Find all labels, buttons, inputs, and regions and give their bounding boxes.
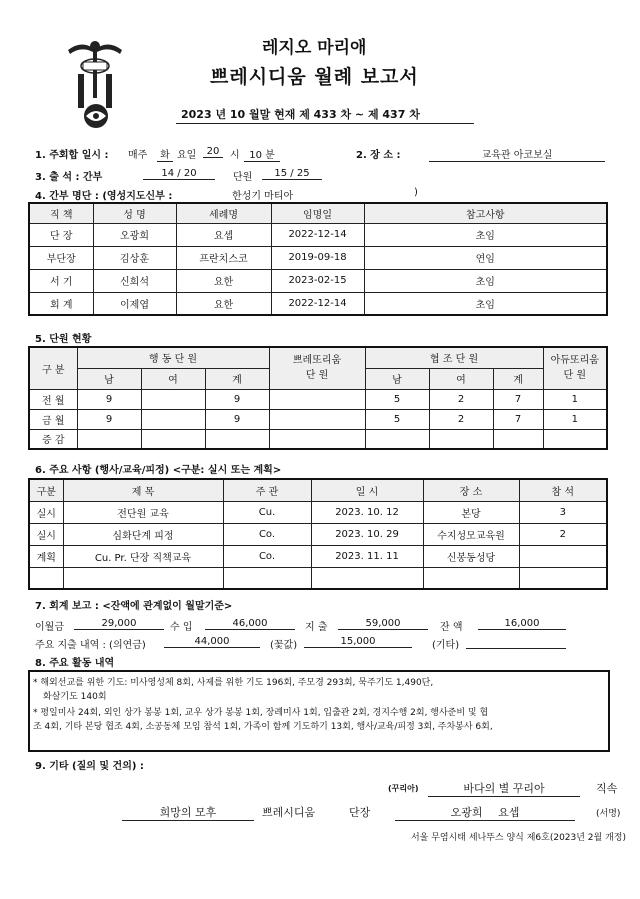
row-label: 증 감 [29, 429, 77, 449]
officer-role: 서 기 [29, 269, 93, 292]
cell: 1 [543, 389, 607, 409]
officer-name: 김상훈 [93, 246, 176, 269]
officer-appointed: 2022-12-14 [271, 292, 364, 315]
donation-amount: 44,000 [164, 636, 260, 648]
adj-label2: 단 원 [563, 370, 587, 382]
event-title: Cu. Pr. 단장 직책교육 [63, 545, 223, 567]
etc-label: (기타) [432, 640, 460, 651]
adj-label: 아듀또리움 [550, 355, 599, 367]
event-attendance: 3 [519, 501, 607, 523]
event-host: Co. [223, 523, 311, 545]
officer-note: 초임 [364, 269, 607, 292]
income-amount: 46,000 [205, 618, 295, 630]
cell [543, 429, 607, 449]
col-header: 남 [77, 368, 141, 389]
curia-belongs: 직속 [596, 782, 618, 795]
attendance-officers: 14 / 20 [143, 168, 215, 180]
officer-name: 신희석 [93, 269, 176, 292]
cell: 7 [493, 409, 543, 429]
cell [141, 389, 205, 409]
col-header: 계 [493, 368, 543, 389]
table-row [29, 545, 607, 567]
col-header: 임명일 [271, 203, 364, 223]
meeting-hour: 20 [203, 146, 223, 158]
activities-label: 8. 주요 활동 내역 [35, 658, 115, 669]
event-type: 실시 [29, 501, 63, 523]
col-header: 세례명 [176, 203, 271, 223]
col-header: 직 책 [29, 203, 93, 223]
event-type: 계획 [29, 545, 63, 567]
pre-label2: 단 원 [305, 370, 329, 382]
event-attendance [519, 567, 607, 589]
report-title: 쁘레시디움 월례 보고서 [210, 66, 419, 88]
officer-role: 단 장 [29, 223, 93, 246]
accounting-label: 7. 회계 보고 : <잔액에 관계없이 월말기준> [35, 601, 233, 612]
members-table [28, 346, 608, 450]
col-header: 여 [141, 368, 205, 389]
members-status-label: 5. 단원 현황 [35, 334, 92, 345]
col-header: 계 [205, 368, 269, 389]
officers-table [28, 202, 608, 316]
curia-name: 바다의 별 꾸리아 [428, 780, 580, 797]
col-header [269, 347, 365, 389]
activity-line: * 평일미사 24회, 외인 상가 봉봉 1회, 교우 상가 봉봉 1회, 장례미사 1회, 입출관 2회, 경지수행 2회, 행사준비 및 협 [33, 708, 489, 718]
col-header: 협 조 단 원 [365, 347, 543, 368]
events-table [28, 478, 608, 590]
table-row [29, 429, 607, 449]
cell [269, 389, 365, 409]
presidium-name: 희망의 모후 [122, 804, 254, 821]
flower-amount: 15,000 [304, 636, 412, 648]
officer-baptism: 요한 [176, 269, 271, 292]
row-label: 전 월 [29, 389, 77, 409]
cell [141, 409, 205, 429]
meeting-hour-unit: 시 [230, 150, 240, 161]
event-date: 2023. 10. 12 [311, 501, 423, 523]
col-header: 제 목 [63, 479, 223, 501]
expense-label: 지 출 [305, 622, 328, 633]
signature-label: (서명) [596, 809, 621, 819]
row-label: 금 월 [29, 409, 77, 429]
table-row [29, 567, 607, 589]
officer-note: 초임 [364, 223, 607, 246]
col-header: 여 [429, 368, 493, 389]
event-type: 실시 [29, 523, 63, 545]
cell [77, 429, 141, 449]
col-header [543, 347, 607, 389]
cell: 9 [77, 389, 141, 409]
cell [269, 409, 365, 429]
col-header: 남 [365, 368, 429, 389]
leader-name-field [395, 804, 575, 821]
attendance-members-label: 단원 [233, 172, 253, 183]
cell: 2 [429, 409, 493, 429]
officer-name: 이제엽 [93, 292, 176, 315]
meeting-day: 화 [157, 146, 173, 162]
table-row [29, 246, 607, 269]
col-header: 장 소 [423, 479, 519, 501]
meeting-place: 교육관 아코보실 [429, 146, 605, 162]
event-date [311, 567, 423, 589]
presidium-word: 쁘레시디움 [262, 806, 316, 819]
etc-section-label: 9. 기타 (질의 및 건의) : [35, 761, 144, 772]
flower-label: (꽃값) [270, 640, 298, 651]
cell [205, 429, 269, 449]
table-row [29, 389, 607, 409]
events-label: 6. 주요 사항 (행사/교육/피정) <구분: 실시 또는 계획> [35, 465, 282, 476]
event-place: 수지성모교육원 [423, 523, 519, 545]
event-host: Co. [223, 545, 311, 567]
officers-label-close: ) [414, 187, 418, 198]
leader-baptism: 요셉 [498, 806, 520, 819]
cell [493, 429, 543, 449]
expense-amount: 59,000 [338, 618, 428, 630]
col-header: 구 분 [29, 347, 77, 389]
period-underline [176, 123, 474, 124]
cell: 1 [543, 409, 607, 429]
col-header: 참고사항 [364, 203, 607, 223]
balance-amount: 16,000 [478, 618, 566, 630]
officer-appointed: 2019-09-18 [271, 246, 364, 269]
cell [429, 429, 493, 449]
curia-tag: (꾸리아) [388, 784, 419, 793]
spiritual-director: 한성기 마티아 [232, 191, 294, 202]
leader-name: 오광희 [450, 806, 483, 819]
event-host [223, 567, 311, 589]
org-title: 레지오 마리애 [262, 38, 367, 58]
meeting-minute: 10 분 [244, 146, 280, 162]
officer-baptism: 요셉 [176, 223, 271, 246]
officer-name: 오광희 [93, 223, 176, 246]
col-header: 일 시 [311, 479, 423, 501]
table-row [29, 269, 607, 292]
table-row [29, 223, 607, 246]
event-attendance [519, 545, 607, 567]
officer-note: 연임 [364, 246, 607, 269]
officer-baptism: 요한 [176, 292, 271, 315]
col-header: 성 명 [93, 203, 176, 223]
event-place: 본당 [423, 501, 519, 523]
etc-amount [466, 636, 566, 649]
carry-label: 이월금 [35, 622, 64, 633]
cell [141, 429, 205, 449]
cell [269, 429, 365, 449]
event-date: 2023. 10. 29 [311, 523, 423, 545]
cell: 5 [365, 389, 429, 409]
cell: 7 [493, 389, 543, 409]
legion-emblem-logo [66, 36, 124, 132]
detail-label: 주요 지출 내역 : (의연금) [35, 640, 146, 651]
officer-baptism: 프란치스코 [176, 246, 271, 269]
event-title: 심화단계 피정 [63, 523, 223, 545]
cell [365, 429, 429, 449]
table-row [29, 501, 607, 523]
form-footer: 서울 무염시태 세나뚜스 양식 제6호(2023년 2월 개정) [410, 833, 626, 843]
activities-box [28, 670, 610, 752]
attendance-members: 15 / 25 [262, 168, 322, 180]
cell: 9 [205, 389, 269, 409]
table-row [29, 409, 607, 429]
officer-appointed: 2023-02-15 [271, 269, 364, 292]
officer-note: 초임 [364, 292, 607, 315]
report-period: 2023 년 10 월말 현재 제 433 차 ~ 제 437 차 [181, 108, 420, 121]
leader-label: 단장 [349, 806, 371, 819]
col-header: 참 석 [519, 479, 607, 501]
cell: 2 [429, 389, 493, 409]
table-row [29, 523, 607, 545]
income-label: 수 입 [170, 622, 193, 633]
event-title: 전단원 교육 [63, 501, 223, 523]
balance-label: 잔 액 [440, 622, 463, 633]
activity-line: * 해외선교를 위한 기도: 미사영성체 8회, 사제를 위한 기도 196회, 주모경 293회, 묵주기도 1,490단, [33, 678, 434, 688]
place-label: 2. 장 소 : [356, 150, 401, 161]
table-row [29, 292, 607, 315]
officer-role: 부단장 [29, 246, 93, 269]
carry-amount: 29,000 [74, 618, 164, 630]
meeting-day-unit: 요일 [177, 150, 197, 161]
officer-role: 회 계 [29, 292, 93, 315]
event-host: Cu. [223, 501, 311, 523]
event-attendance: 2 [519, 523, 607, 545]
event-title [63, 567, 223, 589]
pre-label: 쁘레또리움 [292, 355, 342, 367]
cell: 9 [77, 409, 141, 429]
meeting-every: 매주 [128, 150, 148, 161]
officers-label: 4. 간부 명단 : (영성지도신부 : [35, 191, 173, 202]
event-date: 2023. 11. 11 [311, 545, 423, 567]
event-place: 신봉동성당 [423, 545, 519, 567]
col-header: 주 관 [223, 479, 311, 501]
cell: 5 [365, 409, 429, 429]
col-header: 구분 [29, 479, 63, 501]
cell: 9 [205, 409, 269, 429]
event-place [423, 567, 519, 589]
col-header: 행 동 단 원 [77, 347, 269, 368]
meeting-label: 1. 주회합 일시 : [35, 150, 109, 161]
activity-line: 조 4회, 기타 본당 협조 4회, 소공동체 모임 참석 1회, 가족이 함께 기도하기 13회, 행사/교육/피정 3회, 주차봉사 6회, [33, 722, 493, 732]
activity-line: 화살기도 140회 [43, 692, 107, 702]
attendance-label: 3. 출 석 : 간부 [35, 172, 103, 183]
officer-appointed: 2022-12-14 [271, 223, 364, 246]
event-type [29, 567, 63, 589]
